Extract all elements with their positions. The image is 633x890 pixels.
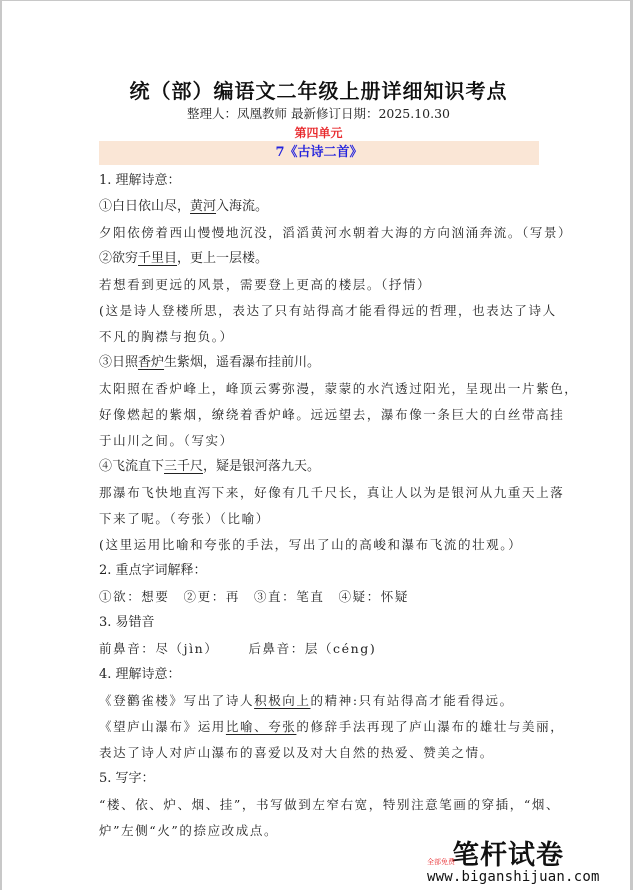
underlined-term: 三千尺 <box>164 459 204 474</box>
vocab-item: ②更：再 <box>183 589 240 604</box>
meaning-line <box>99 714 565 740</box>
vocab-item: ③直：笔直 <box>253 589 325 604</box>
underlined-term: 积极向上 <box>254 693 311 708</box>
explanation-line: 那瀑布飞快地直泻下来，好像有几千尺长，真让人以为是银河从九重天上落 <box>99 485 565 500</box>
meaning-text: 的修辞手法再现了庐山瀑布的雄壮与美丽， <box>296 719 565 734</box>
underlined-term: 千里目 <box>138 251 178 266</box>
writing-tip-line: 炉”左侧“火”的捺应改成点。 <box>99 823 279 838</box>
section-heading: 1. 理解诗意： <box>99 173 181 188</box>
meaning-text: 的精神:只有站得高才能看得远。 <box>310 693 514 708</box>
poem-text: ①白日依山尽， <box>99 199 191 214</box>
poem-line <box>99 350 543 376</box>
note-line: 不凡的胸襟与抱负。） <box>99 329 234 344</box>
unit-heading: 第四单元 <box>294 126 343 140</box>
poem-line <box>99 194 543 220</box>
section-heading: 2. 重点字词解释： <box>99 563 207 578</box>
poem-text: ②欲穷 <box>99 251 139 266</box>
lesson-banner <box>99 141 539 165</box>
note-line: (这是诗人登楼所思，表达了只有站得高才能看得远的哲理，也表达了诗人 <box>99 303 557 318</box>
explanation-line: 于山川之间。（写实） <box>99 433 234 448</box>
section-heading: 4. 理解诗意： <box>99 667 181 682</box>
note-line: (这里运用比喻和夸张的手法，写出了山的高峻和瀑布飞流的壮观。） <box>99 537 523 552</box>
watermark-free-tag: 全部免费 <box>427 858 455 866</box>
meaning-line <box>99 688 543 714</box>
vocab-item: ④疑：怀疑 <box>338 589 409 604</box>
poem-line <box>99 246 543 272</box>
underlined-term: 比喻、夸张 <box>225 719 297 734</box>
section-heading: 5. 写字： <box>99 771 155 786</box>
poem-text: ④飞流直下 <box>99 459 165 474</box>
document-title: 统（部）编语文二年级上册详细知识考点 <box>129 79 508 103</box>
poem-text: ③日照 <box>99 355 139 370</box>
poem-text: ，疑是银河落九天。 <box>203 459 321 474</box>
back-nasal: 后鼻音：层（céng) <box>248 641 377 656</box>
explanation-line: 太阳照在香炉峰上，峰顶云雾弥漫，蒙蒙的水汽透过阳光，呈现出一片紫色， <box>99 381 579 396</box>
vocab-list <box>99 584 543 610</box>
meaning-text: 《登鹳雀楼》写出了诗人 <box>99 693 255 708</box>
meaning-text: 《望庐山瀑布》运用 <box>99 719 226 734</box>
pronunciation-line <box>99 636 543 662</box>
explanation-line: 夕阳依傍着西山慢慢地沉没，滔滔黄河水朝着大海的方向汹涌奔流。（写景） <box>99 225 573 240</box>
watermark-name: 笔杆试卷 <box>452 840 564 871</box>
document-subtitle: 整理人：凤凰教师 最新修订日期：2025.10.30 <box>186 106 451 121</box>
document-body <box>99 168 579 844</box>
explanation-line: 若想看到更远的风景，需要登上更高的楼层。（抒情） <box>99 277 432 292</box>
watermark-url: www.biganshijuan.com <box>427 869 600 885</box>
underlined-term: 香炉 <box>138 355 165 370</box>
poem-text: ，更上一层楼。 <box>177 251 269 266</box>
lesson-title: 7《古诗二首》 <box>275 145 363 160</box>
poem-line <box>99 454 543 480</box>
front-nasal: 前鼻音：尽（jìn） <box>99 641 219 656</box>
poem-text: 生紫烟，遥看瀑布挂前川。 <box>164 355 321 370</box>
watermark-logo <box>422 833 600 889</box>
explanation-line: 好像燃起的紫烟，缭绕着香炉峰。远远望去，瀑布像一条巨大的白丝带高挂 <box>99 407 565 422</box>
explanation-line: 下来了呢。（夸张）（比喻） <box>99 511 270 526</box>
poem-text: 入海流。 <box>216 199 269 214</box>
vocab-item: ①欲：想要 <box>99 589 170 604</box>
underlined-term: 黄河 <box>190 199 217 214</box>
section-heading: 3. 易错音 <box>99 615 155 630</box>
writing-tip-line: “楼、依、炉、烟、挂”，书写做到左窄右宽，特别注意笔画的穿插，“烟、 <box>99 797 561 812</box>
meaning-line: 表达了诗人对庐山瀑布的喜爱以及对大自然的热爱、赞美之情。 <box>99 745 494 760</box>
